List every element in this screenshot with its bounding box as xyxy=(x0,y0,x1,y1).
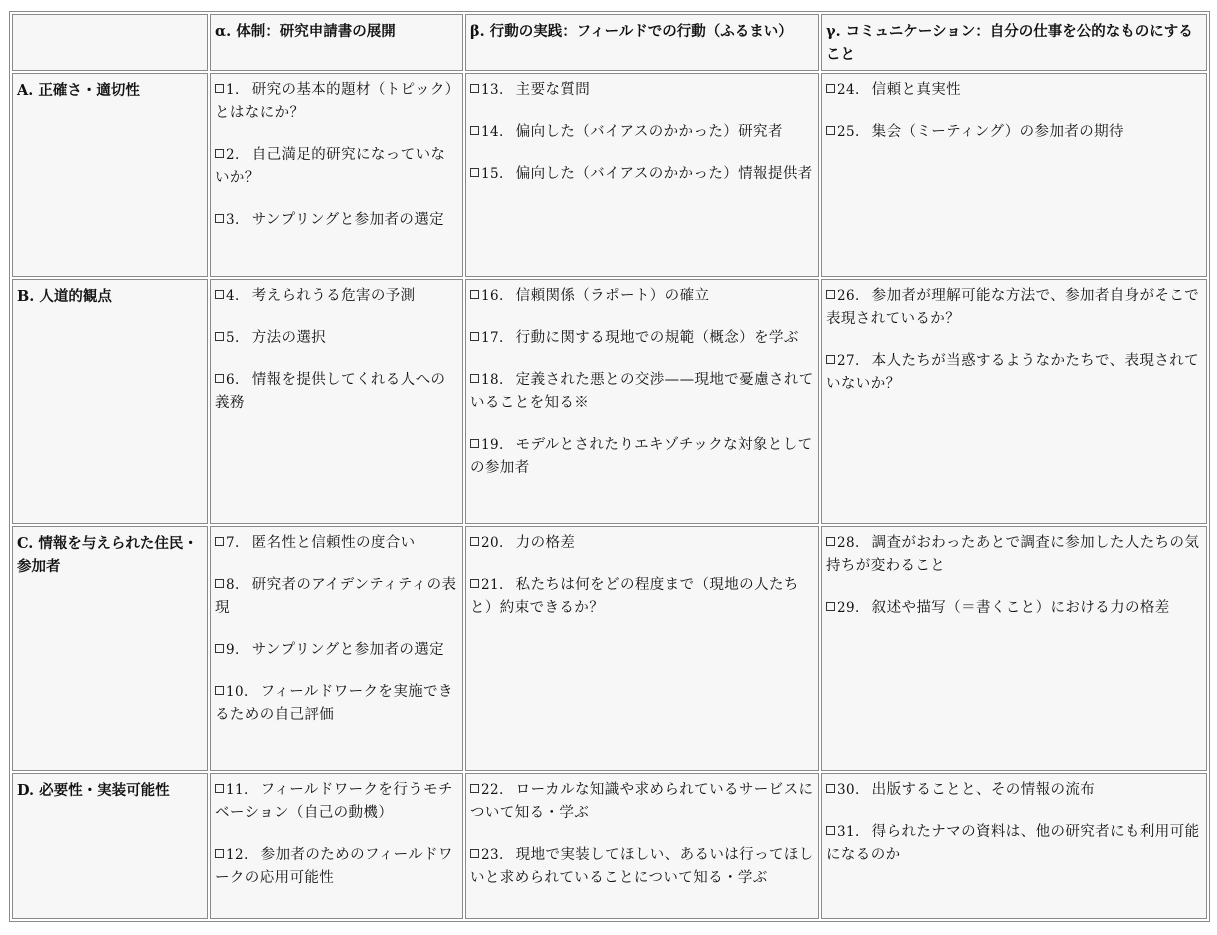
checkbox-icon xyxy=(215,849,224,858)
checkbox-icon xyxy=(470,168,479,177)
item-text: 匿名性と信頼性の度合い xyxy=(251,534,416,551)
item-number: 3. xyxy=(226,212,240,229)
matrix-cell xyxy=(821,773,1207,919)
item-text: 研究者のアイデンティティの表現 xyxy=(215,576,457,616)
item-number: 25. xyxy=(837,124,860,141)
checkbox-icon xyxy=(215,644,224,653)
item-number: 18. xyxy=(481,372,504,389)
item-number: 20. xyxy=(481,534,504,551)
item-text: 主要な質問 xyxy=(515,82,591,99)
checklist-item xyxy=(470,121,814,144)
checklist-item xyxy=(470,844,814,890)
checklist-item xyxy=(826,79,1202,102)
item-text: 調査がおわったあとで調査に参加した人たちの気持ちが変わること xyxy=(826,534,1200,574)
checklist-item xyxy=(470,574,814,620)
item-number: 29. xyxy=(837,599,860,616)
matrix-cell xyxy=(821,526,1207,771)
checklist-item xyxy=(215,79,458,125)
item-number: 23. xyxy=(481,846,504,863)
checkbox-icon xyxy=(826,784,835,793)
checklist-item xyxy=(215,369,458,415)
matrix-cell xyxy=(821,73,1207,277)
item-number: 11. xyxy=(226,781,249,798)
item-text: 参加者のためのフィールドワークの応用可能性 xyxy=(215,846,453,886)
item-text: 研究の基本的題材（トピック）とはなにか？ xyxy=(215,82,453,122)
checkbox-icon xyxy=(215,579,224,588)
checkbox-icon xyxy=(215,84,224,93)
item-text: 方法の選択 xyxy=(251,330,327,347)
checkbox-icon xyxy=(470,849,479,858)
checklist-item xyxy=(215,779,458,825)
checklist-item xyxy=(826,285,1202,331)
checklist-item xyxy=(826,121,1202,144)
item-number: 8. xyxy=(226,576,240,593)
table-row xyxy=(12,773,1207,919)
checkbox-icon xyxy=(215,784,224,793)
checklist-item xyxy=(215,327,458,350)
matrix-cell xyxy=(465,773,819,919)
item-number: 27. xyxy=(837,353,860,370)
item-number: 16. xyxy=(481,288,504,305)
column-header-alpha: α. 体制：研究申請書の展開 xyxy=(210,14,463,71)
header-row xyxy=(12,14,1207,71)
checkbox-icon xyxy=(826,290,835,299)
checklist-item xyxy=(215,844,458,890)
item-text: 偏向した（バイアスのかかった）情報提供者 xyxy=(515,166,813,183)
row-header: B. 人道的観点 xyxy=(12,279,208,524)
item-text: 力の格差 xyxy=(515,534,576,551)
checkbox-icon xyxy=(826,537,835,546)
column-header-gamma: γ. コミュニケーション：自分の仕事を公的なものにすること xyxy=(821,14,1207,71)
row-header: A. 正確さ・適切性 xyxy=(12,73,208,277)
checklist-item xyxy=(470,163,814,186)
corner-cell xyxy=(12,14,208,71)
checkbox-icon xyxy=(215,537,224,546)
checkbox-icon xyxy=(470,332,479,341)
item-number: 10. xyxy=(226,683,249,700)
checkbox-icon xyxy=(470,537,479,546)
item-text: 本人たちが当惑するようなかたちで、表現されていないか？ xyxy=(826,353,1200,393)
checkbox-icon xyxy=(215,374,224,383)
item-number: 6. xyxy=(226,372,240,389)
checklist-item xyxy=(470,285,814,308)
item-number: 7. xyxy=(226,534,240,551)
checklist-item xyxy=(215,681,458,727)
item-text: 出版することと、その情報の流布 xyxy=(871,781,1096,798)
checklist-item xyxy=(470,434,814,480)
matrix-cell xyxy=(465,73,819,277)
item-text: フィールドワークを実施できるための自己評価 xyxy=(215,683,453,723)
checklist-item xyxy=(470,779,814,825)
item-number: 12. xyxy=(226,846,249,863)
item-number: 14. xyxy=(481,124,504,141)
checkbox-icon xyxy=(826,84,835,93)
item-text: 叙述や描写（＝書くこと）における力の格差 xyxy=(871,599,1170,616)
matrix-cell xyxy=(821,279,1207,524)
item-text: 集会（ミーティング）の参加者の期待 xyxy=(871,124,1124,141)
checkbox-icon xyxy=(470,374,479,383)
checkbox-icon xyxy=(215,214,224,223)
row-header: D. 必要性・実装可能性 xyxy=(12,773,208,919)
checklist-item xyxy=(470,79,814,102)
item-text: 行動に関する現地での規範（概念）を学ぶ xyxy=(515,330,799,347)
checkbox-icon xyxy=(470,126,479,135)
item-number: 26. xyxy=(837,288,860,305)
table-row xyxy=(12,279,1207,524)
checkbox-icon xyxy=(826,126,835,135)
checkbox-icon xyxy=(826,355,835,364)
item-text: 参加者が理解可能な方法で、参加者自身がそこで表現されているか？ xyxy=(826,288,1200,328)
item-number: 15. xyxy=(481,166,504,183)
item-number: 30. xyxy=(837,781,860,798)
matrix-cell xyxy=(210,773,463,919)
item-number: 21. xyxy=(481,576,504,593)
item-number: 13. xyxy=(481,82,504,99)
item-text: サンプリングと参加者の選定 xyxy=(251,212,445,229)
row-header: C. 情報を与えられた住民・参加者 xyxy=(12,526,208,771)
table-row xyxy=(12,73,1207,277)
item-text: 信頼関係（ラポート）の確立 xyxy=(515,288,710,305)
checklist-item xyxy=(470,369,814,415)
checklist-item xyxy=(470,532,814,555)
item-number: 1. xyxy=(226,82,240,99)
checklist-item xyxy=(215,639,458,662)
checkbox-icon xyxy=(826,826,835,835)
checklist-item xyxy=(215,209,458,232)
ethics-matrix-table xyxy=(9,11,1210,922)
item-text: フィールドワークを行うモチベーション（自己の動機） xyxy=(215,781,453,821)
checklist-item xyxy=(215,144,458,190)
item-number: 24. xyxy=(837,82,860,99)
checkbox-icon xyxy=(826,602,835,611)
item-number: 5. xyxy=(226,330,240,347)
matrix-cell xyxy=(210,73,463,277)
checklist-item xyxy=(826,779,1202,802)
checkbox-icon xyxy=(470,784,479,793)
table-row xyxy=(12,526,1207,771)
item-text: 得られたナマの資料は、他の研究者にも利用可能になるのか xyxy=(826,823,1200,863)
item-text: ローカルな知識や求められているサービスについて知る・学ぶ xyxy=(470,781,814,821)
matrix-cell xyxy=(465,526,819,771)
checklist-item xyxy=(826,821,1202,867)
checklist-item xyxy=(215,574,458,620)
checkbox-icon xyxy=(215,332,224,341)
item-text: 偏向した（バイアスのかかった）研究者 xyxy=(515,124,783,141)
checklist-item xyxy=(826,597,1202,620)
item-number: 17. xyxy=(481,330,504,347)
item-number: 19. xyxy=(481,437,504,454)
item-text: 現地で実装してほしい、あるいは行ってほしいと求められていることについて知る・学ぶ xyxy=(470,846,814,886)
item-number: 4. xyxy=(226,288,240,305)
checkbox-icon xyxy=(215,149,224,158)
item-number: 22. xyxy=(481,781,504,798)
checklist-item xyxy=(215,532,458,555)
item-text: 自己満足的研究になっていないか？ xyxy=(215,147,446,187)
checkbox-icon xyxy=(470,579,479,588)
matrix-cell xyxy=(465,279,819,524)
checkbox-icon xyxy=(470,439,479,448)
checklist-item xyxy=(826,532,1202,578)
checkbox-icon xyxy=(215,686,224,695)
checklist-item xyxy=(215,285,458,308)
item-number: 9. xyxy=(226,641,240,658)
checkbox-icon xyxy=(470,290,479,299)
item-text: 情報を提供してくれる人への義務 xyxy=(215,372,446,412)
document-page xyxy=(9,11,1210,922)
checklist-item xyxy=(826,350,1202,396)
item-number: 31. xyxy=(837,823,860,840)
item-number: 2. xyxy=(226,147,240,164)
checklist-item xyxy=(470,327,814,350)
item-text: モデルとされたりエキゾチックな対象としての参加者 xyxy=(470,437,813,477)
checkbox-icon xyxy=(470,84,479,93)
matrix-cell xyxy=(210,526,463,771)
matrix-cell xyxy=(210,279,463,524)
column-header-beta: β. 行動の実践：フィールドでの行動（ふるまい） xyxy=(465,14,819,71)
item-text: 考えられうる危害の予測 xyxy=(251,288,416,305)
item-text: 信頼と真実性 xyxy=(871,82,962,99)
item-text: 定義された悪との交渉——現地で憂慮されていることを知る※ xyxy=(470,372,814,412)
item-number: 28. xyxy=(837,534,860,551)
item-text: サンプリングと参加者の選定 xyxy=(251,641,445,658)
item-text: 私たちは何をどの程度まで（現地の人たちと）約束できるか？ xyxy=(470,576,799,616)
checkbox-icon xyxy=(215,290,224,299)
